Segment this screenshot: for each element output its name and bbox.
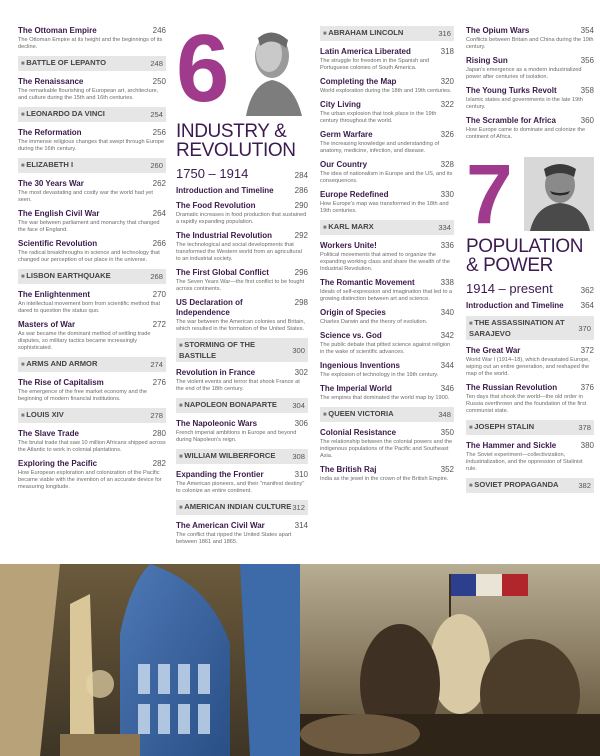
page-number: 278 <box>150 411 163 420</box>
page-number: 280 <box>152 429 166 438</box>
entry-title-row <box>466 26 594 36</box>
page-number: 264 <box>152 209 166 218</box>
feature-napoleon-bonaparte[interactable] <box>176 398 308 413</box>
entry-title: Masters of War <box>18 320 76 329</box>
toc-entry-the-napoleonic-wars[interactable] <box>176 419 308 444</box>
entry-title-row <box>320 160 454 170</box>
feature-title: ■ THE ASSASSINATION AT SARAJEVO <box>469 318 578 338</box>
toc-entry-the-30-years-war[interactable] <box>18 179 166 204</box>
entry-title: Introduction and Timeline <box>466 301 564 310</box>
entry-title: The Rise of Capitalism <box>18 378 104 387</box>
entry-description: Islamic states and governments in the late 19th century. <box>466 97 583 110</box>
chapter-6-list <box>176 186 308 546</box>
entry-title-row <box>18 290 166 300</box>
feature-title: ■ LOUIS XIV <box>21 410 64 421</box>
chapter-7-years-row <box>466 281 594 296</box>
feature-william-wilberforce[interactable] <box>176 449 308 464</box>
entry-title: The Food Revolution <box>176 201 256 210</box>
page-number: 336 <box>440 241 454 250</box>
entry-description: The technological and social developments that transformed the Western world from an agricultural to an industrial society. <box>176 242 302 262</box>
entry-title-row <box>176 231 308 241</box>
entry-description: Dramatic increases in food production that sustained a rapidly expanding population. <box>176 212 307 225</box>
feature-queen-victoria[interactable] <box>320 407 454 422</box>
page-number: 352 <box>440 465 454 474</box>
entry-title-row <box>466 346 594 356</box>
feature-leonardo-da-vinci[interactable] <box>18 107 166 122</box>
toc-entry-europe-redefined[interactable] <box>320 190 454 215</box>
entry-title-row <box>320 100 454 110</box>
feature-title: ■ QUEEN VICTORIA <box>323 409 394 420</box>
entry-title-row <box>320 384 454 394</box>
page-number: 318 <box>440 47 454 56</box>
page-number: 246 <box>152 26 166 35</box>
page-number: 356 <box>580 56 594 65</box>
entry-title-row <box>320 190 454 200</box>
toc-entry-exploring-the-pacific[interactable] <box>18 459 166 491</box>
toc-entry-origin-of-species[interactable] <box>320 308 454 326</box>
toc-entry-city-living[interactable] <box>320 100 454 125</box>
entry-title-row <box>320 130 454 140</box>
entry-description: The empires that dominated the world map by 1900. <box>320 395 450 401</box>
toc-entry-expanding-the-frontier[interactable] <box>176 470 308 495</box>
entry-description: The increasing knowledge and understanding of anatomy, medicine, infection, and disease. <box>320 141 440 154</box>
feature-louis-xiv[interactable] <box>18 408 166 423</box>
entry-description: As war became the dominant method of settling trade disputes, so military tactics became increasingly sophisticated. <box>18 331 151 351</box>
entry-title-row <box>466 56 594 66</box>
page-number: 304 <box>292 401 305 410</box>
toc-entry-the-food-revolution[interactable] <box>176 201 308 226</box>
page-number: 320 <box>440 77 454 86</box>
entry-title: The Young Turks Revolt <box>466 86 557 95</box>
page-number: 248 <box>150 59 163 68</box>
entry-description: The radical breakthroughs in science and technology that changed our perception of our place in the universe. <box>18 250 160 263</box>
entry-title-row <box>176 268 308 278</box>
page-number: 250 <box>152 77 166 86</box>
page-number: 302 <box>294 368 308 377</box>
entry-description: Political movements that aimed to organize the expanding working class and share the wealth of the Industrial Revolution. <box>320 252 450 272</box>
entry-title: Germ Warfare <box>320 130 373 139</box>
feature-joseph-stalin[interactable] <box>466 420 594 435</box>
page-number: 266 <box>152 239 166 248</box>
toc-entry-the-rise-of-capitalism[interactable] <box>18 378 166 403</box>
entry-title-row <box>320 331 454 341</box>
page-number: 300 <box>292 345 305 355</box>
entry-title: Scientific Revolution <box>18 239 98 248</box>
entry-title: The Reformation <box>18 128 82 137</box>
entry-title: Colonial Resistance <box>320 428 397 437</box>
entry-title: The Russian Revolution <box>466 383 558 392</box>
entry-title: Rising Sun <box>466 56 508 65</box>
entry-title: The 30 Years War <box>18 179 84 188</box>
page-number: 378 <box>578 423 591 432</box>
toc-entry-completing-the-map[interactable] <box>320 77 454 95</box>
entry-title: Origin of Species <box>320 308 386 317</box>
page-number: 358 <box>580 86 594 95</box>
entry-title-row <box>320 241 454 251</box>
toc-entry-the-british-raj[interactable] <box>320 465 454 483</box>
page-number: 334 <box>438 223 451 232</box>
entry-title: The Scramble for Africa <box>466 116 556 125</box>
entry-title: The Industrial Revolution <box>176 231 273 240</box>
toc-entry-the-ottoman-empire[interactable] <box>18 26 166 51</box>
entry-description: World War I (1914–18), which devastated Europe, wiping out an entire generation, and reshaped the map of the world. <box>466 357 590 377</box>
entry-title-row <box>18 77 166 87</box>
chapter-7-page: 362 <box>580 286 594 295</box>
page-number: 360 <box>580 116 594 125</box>
page-number: 342 <box>440 331 454 340</box>
entry-title: Expanding the Frontier <box>176 470 264 479</box>
page-number: 308 <box>292 452 305 461</box>
toc-entry-germ-warfare[interactable] <box>320 130 454 155</box>
entry-title-row <box>18 209 166 219</box>
feature-title: ■ NAPOLEON BONAPARTE <box>179 400 277 411</box>
entry-title-row <box>320 361 454 371</box>
entry-description: The public debate that pitted science against religion in the wake of scientific advances. <box>320 342 451 355</box>
toc-entry-the-romantic-movement[interactable] <box>320 278 454 303</box>
page-number: 270 <box>152 290 166 299</box>
entry-description: The Seven Years War—the first conflict to be fought across continents. <box>176 279 305 292</box>
entry-title-row <box>18 239 166 249</box>
entry-description: The American pioneers, and their "manifest destiny" to colonize an entire continent. <box>176 481 305 494</box>
toc-entry-introduction-and-timeline[interactable] <box>466 301 594 311</box>
toc-entry-the-great-war[interactable] <box>466 346 594 378</box>
feature-title: ■ BATTLE OF LEPANTO <box>21 58 106 69</box>
feature-storming-of-the-bastille[interactable] <box>176 338 308 362</box>
entry-title-row <box>176 521 308 531</box>
entry-title: The Opium Wars <box>466 26 530 35</box>
entry-title: The Enlightenment <box>18 290 90 299</box>
entry-description: Charles Darwin and the theory of evolution. <box>320 319 428 325</box>
entry-title-row <box>18 429 166 439</box>
entry-title-row <box>176 201 308 211</box>
entry-title-row <box>320 465 454 475</box>
page-number: 328 <box>440 160 454 169</box>
page-number: 338 <box>440 278 454 287</box>
page-number: 370 <box>578 323 591 333</box>
feature-the-assassination-at-sarajevo[interactable] <box>466 316 594 340</box>
chapter-7-header <box>466 147 594 241</box>
feature-lisbon-earthquake[interactable] <box>18 269 166 284</box>
toc-entry-the-slave-trade[interactable] <box>18 429 166 454</box>
entry-title-row <box>320 278 454 288</box>
entry-description: Japan's emergence as a modern industrialized power after centuries of isolation. <box>466 67 582 80</box>
page-number: 290 <box>294 201 308 210</box>
entry-title-row <box>176 470 308 480</box>
entry-title-row <box>18 320 166 330</box>
toc-entry-the-young-turks-revolt[interactable] <box>466 86 594 111</box>
entry-description: An intellectual movement born from scientific method that dared to question the status quo. <box>18 301 161 314</box>
page-number: 376 <box>580 383 594 392</box>
toc-entry-the-first-global-conflict[interactable] <box>176 268 308 293</box>
chapter-7-portrait <box>524 157 594 231</box>
page-number: 312 <box>292 503 305 512</box>
entry-title: The English Civil War <box>18 209 100 218</box>
chapter-6-number: 6 <box>176 15 230 122</box>
entry-title-row <box>18 459 166 469</box>
entry-description: The Ottoman Empire at its height and the beginnings of its decline. <box>18 37 163 50</box>
page-number: 268 <box>150 272 163 281</box>
page-number: 316 <box>438 29 451 38</box>
feature-title: ■ ARMS AND ARMOR <box>21 359 97 370</box>
toc-entry-us-declaration-of-independence[interactable] <box>176 298 308 333</box>
entry-title-row <box>466 383 594 393</box>
page-number: 344 <box>440 361 454 370</box>
feature-arms-and-armor[interactable] <box>18 357 166 372</box>
entry-title-row <box>320 47 454 57</box>
entry-title-row <box>176 298 308 318</box>
feature-title: ■ KARL MARX <box>323 222 374 233</box>
contents-column-3 <box>320 26 454 488</box>
page-number: 260 <box>150 161 163 170</box>
page-number: 348 <box>438 410 451 419</box>
toc-entry-the-hammer-and-sickle[interactable] <box>466 441 594 473</box>
liberty-leading-the-people-image <box>300 564 600 756</box>
entry-title: Our Country <box>320 160 368 169</box>
bottom-photo-strip <box>0 564 600 756</box>
chapter-6-title: INDUSTRY & REVOLUTION <box>176 121 296 161</box>
page-number: 272 <box>152 320 166 329</box>
chapter-7-title: POPULATION & POWER <box>466 236 584 276</box>
entry-description: How European exploration and colonization of the Pacific became viable with the invention of an accurate device for measuring longitude. <box>18 470 162 490</box>
chapter-6-years: 1750 – 1914 <box>176 166 249 181</box>
entry-title: The Hammer and Sickle <box>466 441 557 450</box>
entry-title: The Ottoman Empire <box>18 26 97 35</box>
chapter-6-header <box>176 15 308 122</box>
page-number: 346 <box>440 384 454 393</box>
entry-title-row <box>466 116 594 126</box>
entry-title-row <box>320 77 454 87</box>
toc-entry-the-american-civil-war[interactable] <box>176 521 308 546</box>
entry-title: Latin America Liberated <box>320 47 411 56</box>
page-number: 286 <box>294 186 308 195</box>
entry-description: The urban explosion that took place in the 19th century throughout the world. <box>320 111 437 124</box>
chapter-7-list <box>466 301 594 493</box>
feature-title: ■ WILLIAM WILBERFORCE <box>179 451 275 462</box>
entry-description: World exploration during the 18th and 19th centuries. <box>320 88 452 94</box>
feature-title: ■ LISBON EARTHQUAKE <box>21 271 111 282</box>
toc-entry-the-enlightenment[interactable] <box>18 290 166 315</box>
feature-karl-marx[interactable] <box>320 220 454 235</box>
entry-description: The violent events and terror that shook France at the end of the 18th century. <box>176 379 300 392</box>
toc-entry-the-scramble-for-africa[interactable] <box>466 116 594 141</box>
entry-description: Ten days that shook the world—the old order in Russia overthrown and the foundation of the first communist state. <box>466 394 587 414</box>
page-number: 298 <box>294 298 308 307</box>
entry-title: Europe Redefined <box>320 190 389 199</box>
entry-description: French imperial ambitions in Europe and beyond during Napoleon's reign. <box>176 430 297 443</box>
chapter-6-continued-list <box>466 26 594 141</box>
toc-entry-the-russian-revolution[interactable] <box>466 383 594 415</box>
entry-title-row <box>320 308 454 318</box>
page-number: 274 <box>150 360 163 369</box>
entry-title-row <box>176 186 308 196</box>
entry-title: Workers Unite! <box>320 241 377 250</box>
toc-entry-revolution-in-france[interactable] <box>176 368 308 393</box>
entry-description: The immense religious changes that swept through Europe during the 16th century. <box>18 139 165 152</box>
entry-title: Ingenious Inventions <box>320 361 401 370</box>
page-number: 326 <box>440 130 454 139</box>
entry-description: The most devastating and costly war the world had yet seen. <box>18 190 153 203</box>
page-number: 372 <box>580 346 594 355</box>
toc-entry-ingenious-inventions[interactable] <box>320 361 454 379</box>
entry-title: The Renaissance <box>18 77 84 86</box>
entry-description: Conflicts between Britain and China during the 19th century. <box>466 37 594 50</box>
entry-description: The war between parliament and monarchy that changed the face of England. <box>18 220 160 233</box>
page-number: 340 <box>440 308 454 317</box>
feature-elizabeth-i[interactable] <box>18 158 166 173</box>
toc-entry-rising-sun[interactable] <box>466 56 594 81</box>
page-number: 350 <box>440 428 454 437</box>
entry-description: Ideals of self-expression and imagination that led to a growing distinction between art and science. <box>320 289 453 302</box>
feature-american-indian-culture[interactable] <box>176 500 308 515</box>
entry-title: Exploring the Pacific <box>18 459 98 468</box>
entry-title: City Living <box>320 100 361 109</box>
entry-description: The remarkable flourishing of European art, architecture, and culture during the 15th and 16th centuries. <box>18 88 159 101</box>
toc-entry-the-renaissance[interactable] <box>18 77 166 102</box>
page-number: 256 <box>152 128 166 137</box>
entry-description: The war between the American colonies and Britain, which resulted in the formation of the United States. <box>176 319 306 332</box>
entry-description: The emergence of the free market economy and the beginning of modern financial institutions. <box>18 389 148 402</box>
chapter-7-years: 1914 – present <box>466 281 553 296</box>
entry-title: Science vs. God <box>320 331 382 340</box>
entry-title: Introduction and Timeline <box>176 186 274 195</box>
toc-entry-masters-of-war[interactable] <box>18 320 166 352</box>
toc-entry-colonial-resistance[interactable] <box>320 428 454 460</box>
entry-description: The brutal trade that saw 10 million Africans shipped across the Atlantic to work in colonial plantations. <box>18 440 166 453</box>
page-number: 282 <box>152 459 166 468</box>
entry-description: How Europe's map was transformed in the 18th and 19th centuries. <box>320 201 449 214</box>
entry-title-row <box>320 428 454 438</box>
entry-description: The relationship between the colonial powers and the indigenous populations of the Pacific and Southeast Asia. <box>320 439 453 459</box>
feature-title: ■ ABRAHAM LINCOLN <box>323 28 403 39</box>
page-number: 380 <box>580 441 594 450</box>
page-number: 322 <box>440 100 454 109</box>
entry-title-row <box>176 368 308 378</box>
feature-title: ■ STORMING OF THE BASTILLE <box>179 340 292 360</box>
entry-title-row <box>18 378 166 388</box>
entry-title: The Slave Trade <box>18 429 79 438</box>
feature-battle-of-lepanto[interactable] <box>18 56 166 71</box>
entry-description: India as the jewel in the crown of the British Empire. <box>320 476 449 482</box>
entry-title-row <box>466 301 594 311</box>
page-number: 276 <box>152 378 166 387</box>
page-number: 292 <box>294 231 308 240</box>
entry-title-row <box>18 128 166 138</box>
entry-title: US Declaration of Independence <box>176 298 243 317</box>
entry-description: The struggle for freedom in the Spanish and Portuguese colonies of South America. <box>320 58 430 71</box>
entry-title-row <box>176 419 308 429</box>
entry-title-row <box>18 26 166 36</box>
toc-entry-introduction-and-timeline[interactable] <box>176 186 308 196</box>
toc-entry-latin-america-liberated[interactable] <box>320 47 454 72</box>
page-number: 262 <box>152 179 166 188</box>
entry-description: The idea of nationalism in Europe and the US, and its consequences. <box>320 171 453 184</box>
entry-title: The Imperial World <box>320 384 392 393</box>
entry-title: The Napoleonic Wars <box>176 419 258 428</box>
entry-title: The British Raj <box>320 465 377 474</box>
toc-entry-the-imperial-world[interactable] <box>320 384 454 402</box>
page-number: 354 <box>580 26 594 35</box>
feature-title: ■ AMERICAN INDIAN CULTURE <box>179 502 291 513</box>
toc-entry-the-english-civil-war[interactable] <box>18 209 166 234</box>
feature-title: ■ LEONARDO DA VINCI <box>21 109 105 120</box>
entry-title-row <box>466 441 594 451</box>
chapter-6-portrait <box>232 26 308 116</box>
page-number: 314 <box>294 521 308 530</box>
contents-column-4 <box>466 26 594 499</box>
toc-entry-the-industrial-revolution[interactable] <box>176 231 308 263</box>
page-number: 310 <box>294 470 308 479</box>
page-number: 254 <box>150 110 163 119</box>
toc-entry-the-reformation[interactable] <box>18 128 166 153</box>
feature-title: ■ SOVIET PROPAGANDA <box>469 480 559 491</box>
contents-column-1 <box>18 26 166 496</box>
entry-description: The conflict that ripped the United States apart between 1861 and 1865. <box>176 532 292 545</box>
entry-title: The First Global Conflict <box>176 268 269 277</box>
feature-title: ■ ELIZABETH I <box>21 160 73 171</box>
entry-title-row <box>18 179 166 189</box>
feature-soviet-propaganda[interactable] <box>466 478 594 493</box>
chapter-7-number: 7 <box>466 147 513 241</box>
entry-description: The Soviet experiment—collectivization, industrialization, and the oppression of Stalinist rule. <box>466 452 583 472</box>
feature-title: ■ JOSEPH STALIN <box>469 422 534 433</box>
page-number: 306 <box>294 419 308 428</box>
entry-description: How Europe came to dominate and colonize the continent of Africa. <box>466 127 586 140</box>
entry-title: Completing the Map <box>320 77 397 86</box>
chapter-6-page: 284 <box>294 171 308 180</box>
entry-title: The American Civil War <box>176 521 265 530</box>
toc-entry-our-country[interactable] <box>320 160 454 185</box>
page-number: 330 <box>440 190 454 199</box>
page-number: 382 <box>578 481 591 490</box>
entry-title: The Great War <box>466 346 521 355</box>
contents-column-2 <box>176 15 308 551</box>
feature-abraham-lincoln[interactable] <box>320 26 454 41</box>
mosque-interior-image <box>0 564 300 756</box>
entry-title: Revolution in France <box>176 368 256 377</box>
toc-entry-scientific-revolution[interactable] <box>18 239 166 264</box>
page-number: 364 <box>580 301 594 310</box>
toc-entry-workers-unite[interactable] <box>320 241 454 273</box>
chapter-6-years-row <box>176 166 308 181</box>
toc-entry-science-vs-god[interactable] <box>320 331 454 356</box>
entry-title-row <box>466 86 594 96</box>
entry-description: The explosion of technology in the 19th century. <box>320 372 439 378</box>
page-number: 296 <box>294 268 308 277</box>
toc-entry-the-opium-wars[interactable] <box>466 26 594 51</box>
entry-title: The Romantic Movement <box>320 278 415 287</box>
